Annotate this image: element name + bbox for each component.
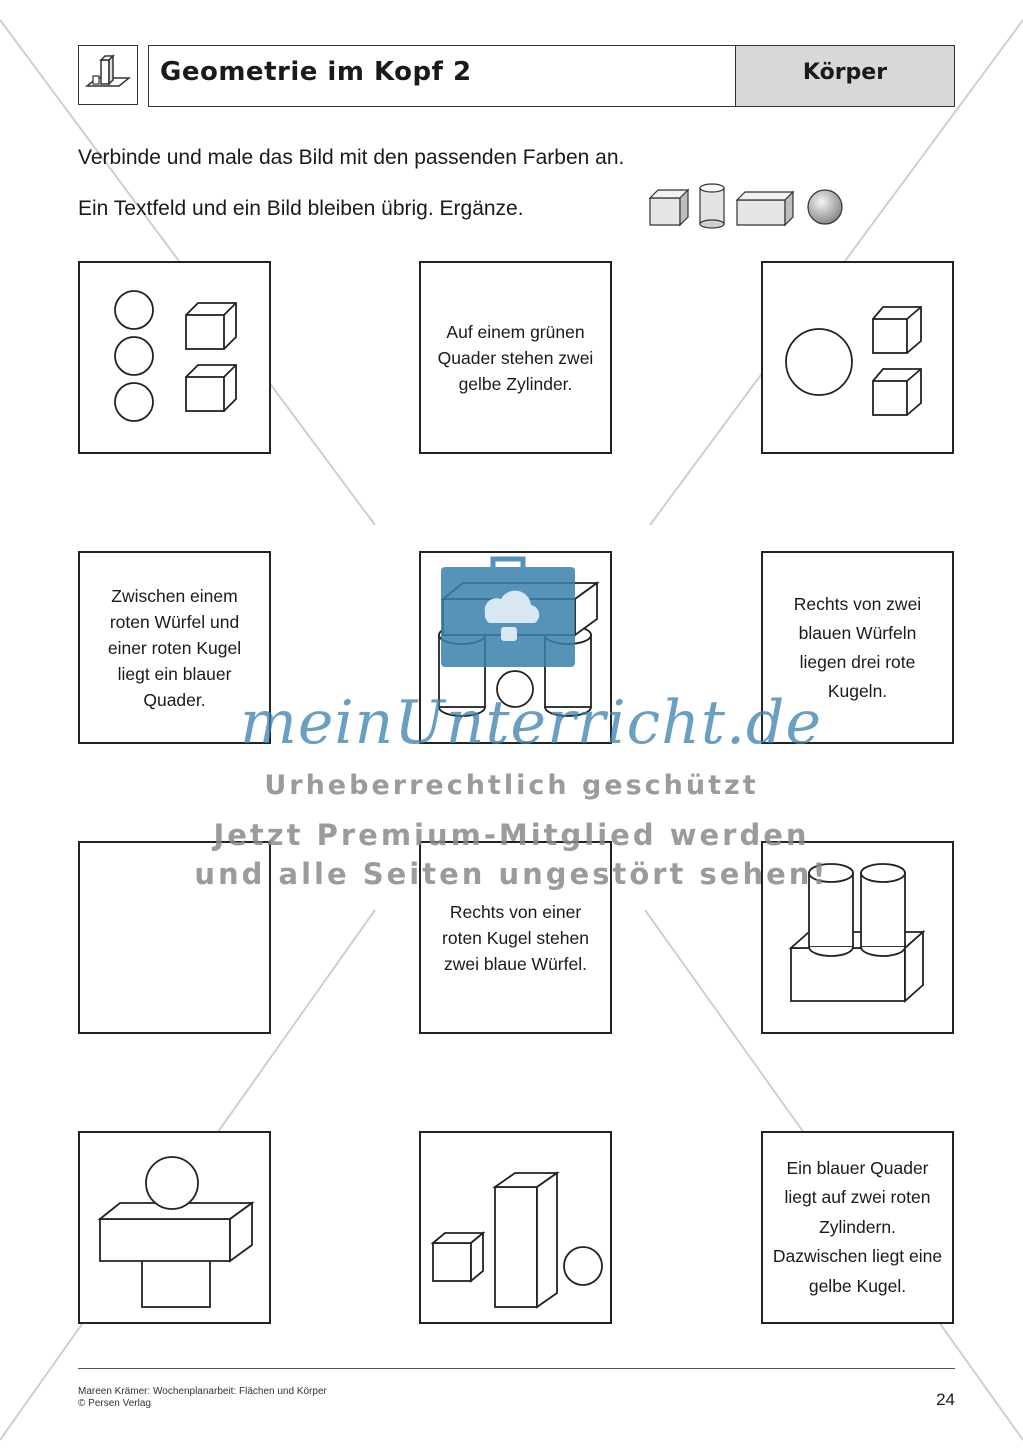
instruction-line-1: Verbinde und male das Bild mit den passenden Farben an. xyxy=(78,146,625,169)
picture-circle-cubes xyxy=(763,263,956,456)
picture-sphere-cuboid-cube xyxy=(80,1133,273,1326)
topic-tag: Körper xyxy=(802,60,888,85)
solids-legend xyxy=(645,180,850,230)
footer-divider xyxy=(78,1368,955,1369)
page-number: 24 xyxy=(936,1390,955,1409)
card-r2c3-text: Rechts von zwei blauen Würfeln liegen drei rote Kugeln. xyxy=(793,593,922,701)
sphere-icon xyxy=(808,190,842,224)
watermark-line-2: Jetzt Premium-Mitglied werden xyxy=(213,818,810,852)
card-r1c2-text: Auf einem grünen Quader stehen zwei gelbe Zylinder. xyxy=(437,321,594,394)
cylinder-icon xyxy=(700,184,724,228)
card-r1c2[interactable] xyxy=(419,261,612,454)
watermark-brand: meinUnterricht.de xyxy=(240,688,822,758)
header-logo xyxy=(78,45,138,105)
watermark-line-1: Urheberrechtlich geschützt xyxy=(264,770,759,801)
instruction-line-2: Ein Textfeld und ein Bild bleiben übrig. Ergänze. xyxy=(78,197,524,220)
watermark-line-3: und alle Seiten ungestört sehen! xyxy=(194,857,829,891)
page-title: Geometrie im Kopf 2 xyxy=(160,57,472,87)
cuboid-icon xyxy=(737,192,793,225)
card-r1c1[interactable] xyxy=(78,261,271,454)
picture-circles-cubes xyxy=(80,263,273,456)
picture-cube-tallcuboid-sphere xyxy=(421,1133,614,1326)
card-r4c2[interactable] xyxy=(419,1131,612,1324)
card-r4c3[interactable] xyxy=(761,1131,954,1324)
footer-publisher: © Persen Verlag xyxy=(78,1398,151,1409)
card-r2c1-text: Zwischen einem roten Würfel und einer roten Kugel liegt ein blauer Quader. xyxy=(107,585,242,710)
cube-icon xyxy=(650,190,688,225)
geometry-solids-icon xyxy=(79,46,137,104)
card-r1c3[interactable] xyxy=(761,261,954,454)
card-r4c1[interactable] xyxy=(78,1131,271,1324)
card-r4c3-text: Ein blauer Quader liegt auf zwei roten Zylindern. Dazwischen liegt eine gelbe Kugel. xyxy=(772,1157,943,1296)
card-r3c2-text: Rechts von einer roten Kugel stehen zwei blaue Würfel. xyxy=(442,901,589,974)
footer-author: Mareen Krämer: Wochenplanarbeit: Flächen und Körper xyxy=(78,1386,327,1397)
